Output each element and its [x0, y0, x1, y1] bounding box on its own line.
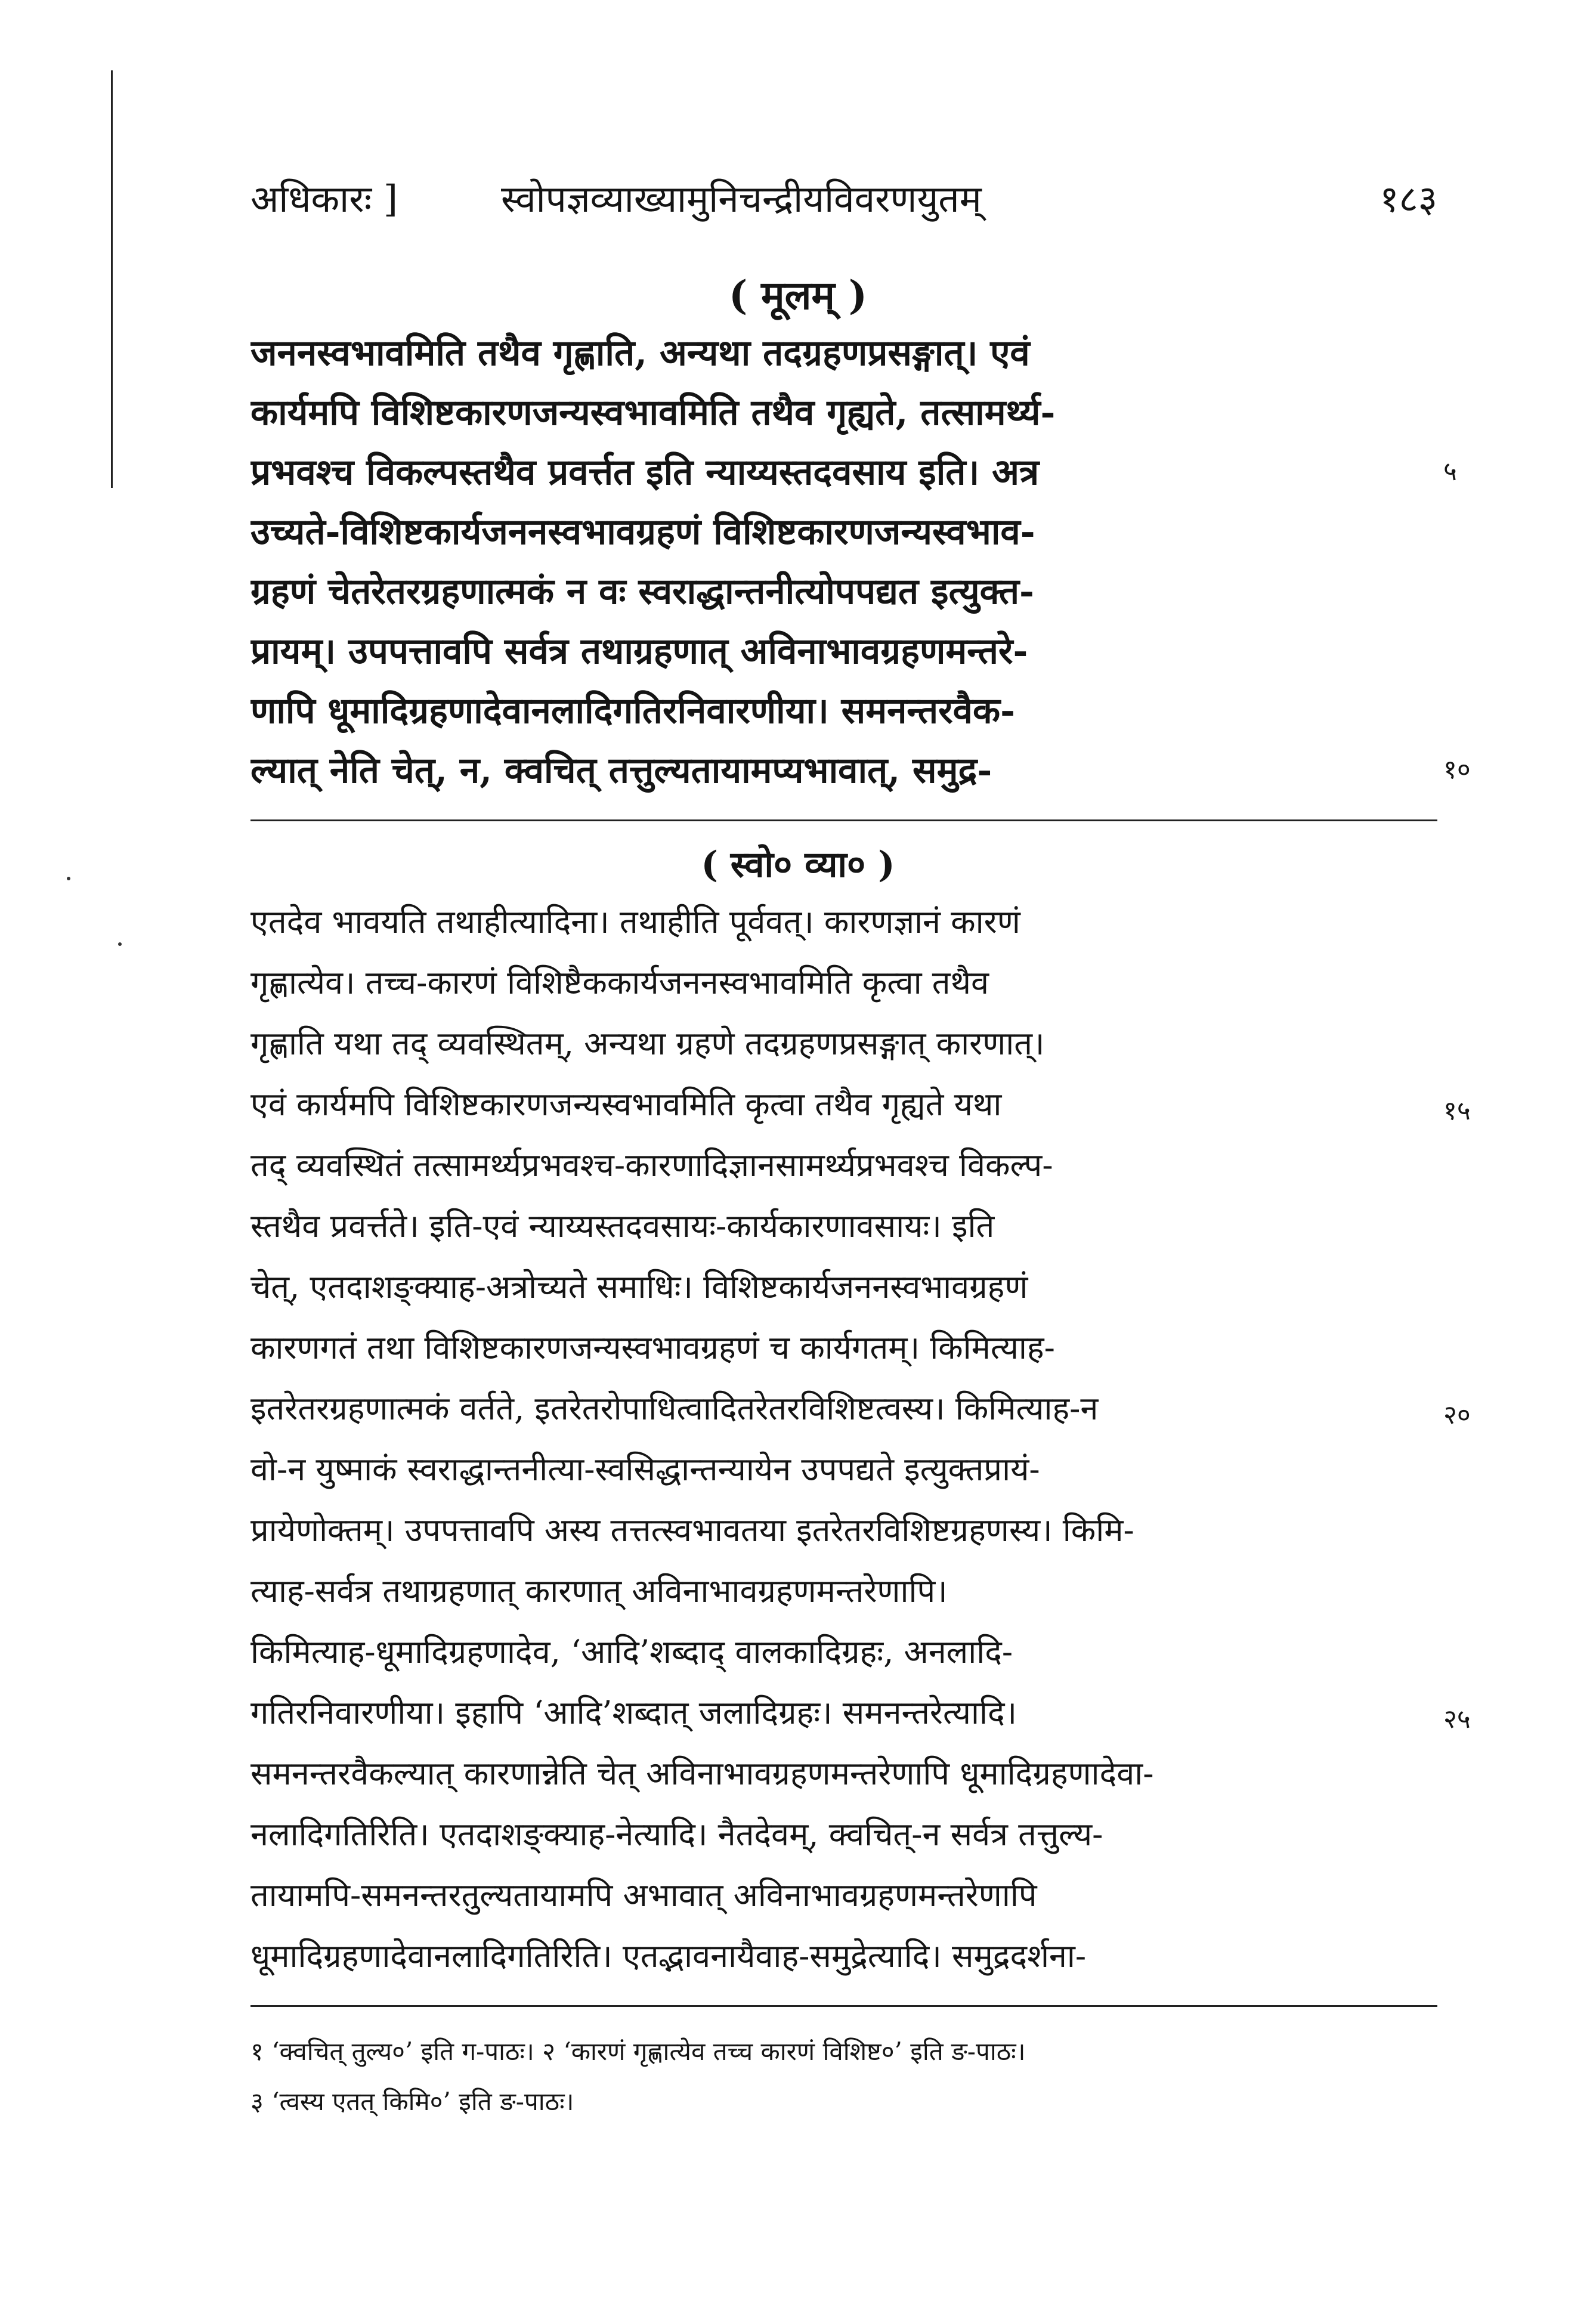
line-number: १०	[1443, 754, 1471, 785]
vyakhya-text	[250, 898, 1437, 1993]
mula-text	[250, 327, 1437, 804]
mula-heading: ( मूलम् )	[728, 272, 868, 318]
header-title: स्वोपज्ञव्याख्यामुनिचन्द्रीयविवरणयुतम्	[501, 177, 982, 221]
section-divider	[250, 819, 1437, 821]
text-line: कार्यमपि विशिष्टकारणजन्यस्वभावमिति तथैव गृह्यते, तत्सामर्थ्य-	[250, 392, 1056, 434]
text-line: स्तथैव प्रवर्त्तते। इति-एवं न्याय्यस्तदवसायः-कार्यकारणावसायः। इति	[250, 1207, 995, 1245]
line-number: २०	[1443, 1400, 1471, 1430]
text-line: तायामपि-समनन्तरतुल्यतायामपि अभावात् अविनाभावग्रहणमन्तरेणापि	[250, 1876, 1037, 1914]
text-line: नलादिगतिरिति। एतदाशङ्क्याह-नेत्यादि। नैतदेवम्, क्वचित्-न सर्वत्र तत्तुल्य-	[250, 1816, 1103, 1853]
running-header	[250, 167, 1437, 221]
text-line: इतरेतरग्रहणात्मकं वर्तते, इतरेतरोपाधित्वादितरेतरविशिष्टत्वस्य। किमित्याह-न	[250, 1390, 1099, 1427]
text-line: समनन्तरवैकल्यात् कारणान्नेति चेत् अविनाभावग्रहणमन्तरेणापि धूमादिग्रहणादेवा-	[250, 1755, 1154, 1792]
text-line: ल्यात् नेति चेत्, न, क्वचित् तत्तुल्यतायामप्यभावात्, समुद्र-	[250, 750, 992, 791]
text-line: जननस्वभावमिति तथैव गृह्णाति, अन्यथा तदग्रहणप्रसङ्गात्। एवं	[250, 332, 1030, 374]
text-line: ग्रहणं चेतरेतरग्रहणात्मकं न वः स्वराद्धान्तनीत्योपपद्यत इत्युक्त-	[250, 571, 1034, 613]
text-line: चेत्, एतदाशङ्क्याह-अत्रोच्यते समाधिः। विशिष्टकार्यजननस्वभावग्रहणं	[250, 1268, 1028, 1306]
text-line: त्याह-सर्वत्र तथाग्रहणात् कारणात् अविनाभावग्रहणमन्तरेणापि।	[250, 1572, 948, 1610]
text-line: उच्यते-विशिष्टकार्यजननस्वभावग्रहणं विशिष्टकारणजन्यस्वभाव-	[250, 511, 1035, 553]
text-line: एवं कार्यमपि विशिष्टकारणजन्यस्वभावमिति कृत्वा तथैव गृह्यते यथा	[250, 1085, 1002, 1123]
text-line: तद् व्यवस्थितं तत्सामर्थ्यप्रभवश्च-कारणादिज्ञानसामर्थ्यप्रभवश्च विकल्प-	[250, 1146, 1053, 1184]
text-line: णापि धूमादिग्रहणादेवानलादिगतिरनिवारणीया। समनन्तरवैक-	[250, 690, 1015, 732]
line-number: ५	[1443, 456, 1457, 487]
page-number: १८३	[1380, 177, 1437, 221]
vyakhya-heading: ( स्वो० व्या० )	[701, 844, 895, 886]
text-line: प्रायेणोक्तम्। उपपत्तावपि अस्य तत्तत्स्वभावतया इतरेतरविशिष्टग्रहणस्य। किमि-	[250, 1511, 1134, 1549]
text-line: गृह्णात्येव। तच्च-कारणं विशिष्टैककार्यजननस्वभावमिति कृत्वा तथैव	[250, 964, 989, 1001]
text-line: प्रभवश्च विकल्पस्तथैव प्रवर्त्तत इति न्याय्यस्तदवसाय इति। अत्र	[250, 451, 1040, 493]
text-line: गतिरनिवारणीया। इहापि ‘आदि’शब्दात् जलादिग्रहः। समनन्तरेत्यादि।	[250, 1694, 1017, 1731]
speck	[118, 942, 122, 946]
footnote-divider	[250, 2005, 1437, 2007]
line-number: २५	[1443, 1704, 1471, 1734]
text-line: वो-न युष्माकं स्वराद्धान्तनीत्या-स्वसिद्धान्तन्यायेन उपपद्यते इत्युक्तप्रायं-	[250, 1451, 1040, 1488]
text-line: धूमादिग्रहणादेवानलादिगतिरिति। एतद्भावनायैवाह-समुद्रेत्यादि। समुद्रदर्शना-	[250, 1937, 1087, 1975]
text-line: गृह्णाति यथा तद् व्यवस्थितम्, अन्यथा ग्रहणे तदग्रहणप्रसङ्गात् कारणात्।	[250, 1025, 1045, 1062]
text-line: प्रायम्। उपपत्तावपि सर्वत्र तथाग्रहणात् अविनाभावग्रहणमन्तरे-	[250, 630, 1028, 672]
header-section: अधिकारः ]	[250, 177, 398, 221]
text-line: एतदेव भावयति तथाहीत्यादिना। तथाहीति पूर्ववत्। कारणज्ञानं कारणं	[250, 903, 1020, 941]
line-number: १५	[1443, 1096, 1471, 1126]
footnote: १ ‘क्वचित् तुल्य०’ इति ग-पाठः। २ ‘कारणं गृह्णात्येव तच्च कारणं विशिष्ट०’ इति ङ-पाठः।	[250, 2037, 1026, 2066]
text-line: कारणगतं तथा विशिष्टकारणजन्यस्वभावग्रहणं च कार्यगतम्। किमित्याह-	[250, 1329, 1055, 1366]
footnote: ३ ‘त्वस्य एतत् किमि०’ इति ङ-पाठः।	[250, 2087, 574, 2116]
text-line: किमित्याह-धूमादिग्रहणादेव, ‘आदि’शब्दाद् वालकादिग्रहः, अनलादि-	[250, 1633, 1013, 1671]
